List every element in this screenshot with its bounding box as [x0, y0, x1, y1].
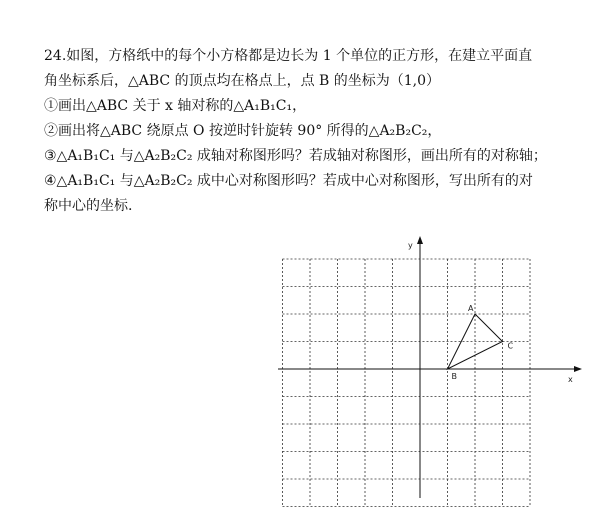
vertex-label-a: A	[468, 304, 474, 313]
problem-line-4: ②画出将△ABC 绕原点 O 按逆时针旋转 90° 所得的△A₂B₂C₂，	[44, 123, 442, 139]
coordinate-grid-figure	[278, 236, 582, 498]
problem-line-3: ①画出△ABC 关于 x 轴对称的△A₁B₁C₁，	[44, 98, 307, 114]
problem-line-2: 角坐标系后，△ABC 的顶点均在格点上，点 B 的坐标为（1,0）	[44, 73, 441, 89]
problem-line-6: ④△A₁B₁C₁ 与△A₂B₂C₂ 成中心对称图形吗？若成中心对称图形，写出所有的对	[44, 173, 533, 189]
y-axis-label: y	[408, 241, 413, 250]
vertex-label-b: B	[451, 372, 457, 381]
problem-line-1: 24.如图，方格纸中的每个小方格都是边长为 1 个单位的正方形，在建立平面直	[44, 48, 533, 64]
x-axis-arrow-icon	[574, 366, 582, 372]
coordinate-grid-svg	[278, 236, 582, 498]
problem-line-5: ③△A₁B₁C₁ 与△A₂B₂C₂ 成轴对称图形吗？若成轴对称图形，画出所有的对称轴；	[44, 148, 547, 164]
vertex-label-c: C	[507, 341, 514, 351]
y-axis-arrow-icon	[417, 236, 423, 244]
x-axis-label: x	[568, 375, 573, 384]
grid-lines	[283, 259, 531, 507]
problem-text	[44, 44, 604, 219]
problem-line-7: 称中心的坐标.	[44, 198, 133, 214]
